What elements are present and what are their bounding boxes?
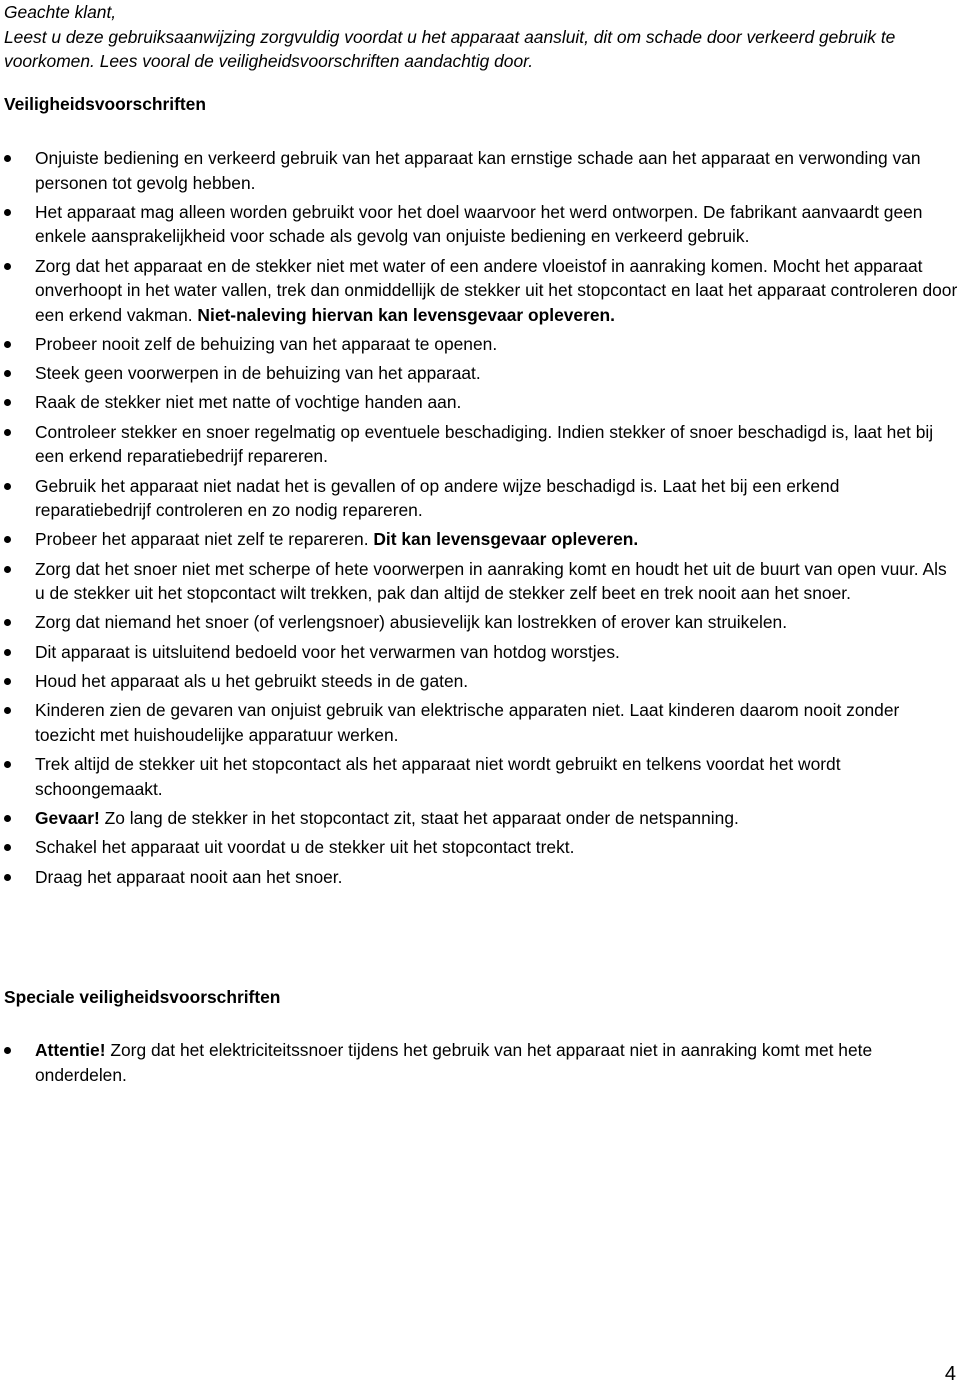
list-item xyxy=(0,610,960,635)
page-number: 4 xyxy=(944,1363,956,1385)
bullet-icon xyxy=(4,619,11,626)
intro xyxy=(4,0,954,74)
bullet-icon xyxy=(4,678,11,685)
list-item xyxy=(0,835,960,860)
item-text: Steek geen voorwerpen in de behuizing van het apparaat. xyxy=(35,363,481,384)
item-emphasis: Gevaar! xyxy=(35,807,100,828)
bullet-icon xyxy=(4,536,11,543)
list-item xyxy=(0,254,960,328)
bullet-icon xyxy=(4,761,11,768)
bullet-icon xyxy=(4,341,11,348)
item-text: Raak de stekker niet met natte of vochtige handen aan. xyxy=(35,392,462,413)
item-emphasis: Attentie! xyxy=(35,1040,106,1060)
list-item xyxy=(0,332,960,357)
greeting: Geachte klant, xyxy=(4,2,117,22)
list-item xyxy=(0,698,960,747)
section-heading-veiligheidsvoorschriften: Veiligheidsvoorschriften xyxy=(4,94,206,114)
special-safety-list xyxy=(0,1038,960,1092)
intro-text: Leest u deze gebruiksaanwijzing zorgvuldig voordat u het apparaat aansluit, dit om schade door verkeerd gebruik te voorkomen. Lees vooral de veiligheidsvoorschriften aandachtig door. xyxy=(4,26,896,71)
item-text: Het apparaat mag alleen worden gebruikt voor het doel waarvoor het werd ontworpen. De fabrikant aanvaardt geen enkele aansprakelijkheid voor schade als gevolg van onjuiste bediening en verkeerd gebruik. xyxy=(35,201,923,247)
bullet-icon xyxy=(4,155,11,162)
list-item xyxy=(0,557,960,606)
item-emphasis: Niet-naleving hiervan kan levensgevaar opleveren. xyxy=(197,304,615,325)
bullet-icon xyxy=(4,399,11,406)
list-item xyxy=(0,146,960,195)
list-item xyxy=(0,361,960,386)
bullet-icon xyxy=(4,844,11,851)
section-heading-speciale-veiligheidsvoorschriften: Speciale veiligheidsvoorschriften xyxy=(4,987,281,1007)
item-text: Probeer het apparaat niet zelf te repareren. xyxy=(35,529,374,550)
bullet-icon xyxy=(4,429,11,436)
bullet-icon xyxy=(4,209,11,216)
item-text: Zorg dat het snoer niet met scherpe of hete voorwerpen in aanraking komt en houdt het uit de buurt van open vuur. Als u de stekker uit het stopcontact wilt trekken, pak dan altijd de stekker zelf beet en trek nooit aan het snoer. xyxy=(35,558,947,604)
item-text: Zorg dat niemand het snoer (of verlengsnoer) abusievelijk kan lostrekken of erover kan struikelen. xyxy=(35,612,788,633)
item-text: Draag het apparaat nooit aan het snoer. xyxy=(35,866,343,887)
list-item xyxy=(0,390,960,415)
item-text: Controleer stekker en snoer regelmatig op eventuele beschadiging. Indien stekker of snoer beschadigd is, laat het bij een erkend reparatiebedrijf repareren. xyxy=(35,421,934,467)
list-item xyxy=(0,200,960,249)
list-item xyxy=(0,1038,960,1087)
item-text: Kinderen zien de gevaren van onjuist gebruik van elektrische apparaten niet. Laat kinderen daarom nooit zonder toezicht met huishoudelijke apparatuur werken. xyxy=(35,700,900,745)
safety-list xyxy=(0,146,960,894)
bullet-icon xyxy=(4,1047,11,1054)
bullet-icon xyxy=(4,370,11,377)
item-text: Trek altijd de stekker uit het stopcontact als het apparaat niet wordt gebruikt en telkens voordat het wordt schoongemaakt. xyxy=(35,754,841,799)
item-text: Schakel het apparaat uit voordat u de stekker uit het stopcontact trekt. xyxy=(35,837,575,858)
bullet-icon xyxy=(4,707,11,714)
bullet-icon xyxy=(4,815,11,822)
list-item xyxy=(0,669,960,694)
bullet-icon xyxy=(4,649,11,656)
item-text: Gebruik het apparaat niet nadat het is gevallen of op andere wijze beschadigd is. Laat het bij een erkend reparatiebedrijf controleren en zo nodig repareren. xyxy=(35,475,840,521)
list-item xyxy=(0,865,960,890)
list-item xyxy=(0,420,960,469)
bullet-icon xyxy=(4,566,11,573)
item-text: Probeer nooit zelf de behuizing van het apparaat te openen. xyxy=(35,333,498,354)
item-emphasis: Dit kan levensgevaar opleveren. xyxy=(373,529,639,550)
bullet-icon xyxy=(4,263,11,270)
list-item xyxy=(0,527,960,552)
list-item xyxy=(0,806,960,831)
bullet-icon xyxy=(4,483,11,490)
list-item xyxy=(0,752,960,801)
item-text: Houd het apparaat als u het gebruikt steeds in de gaten. xyxy=(35,671,469,692)
bullet-icon xyxy=(4,874,11,881)
list-item xyxy=(0,474,960,523)
item-text: Zorg dat het apparaat en de stekker niet met water of een andere vloeistof in aanraking komen. Mocht het apparaat onverhoopt in het water vallen, trek dan onmiddellijk de stekker uit het stopcontact en laat het apparaat controleren door een erkend vakman. xyxy=(35,255,958,325)
item-text: Onjuiste bediening en verkeerd gebruik van het apparaat kan ernstige schade aan het apparaat en verwonding van personen tot gevolg hebben. xyxy=(35,148,921,193)
item-text: Zo lang de stekker in het stopcontact zit, staat het apparaat onder de netspanning. xyxy=(99,807,739,828)
item-text: Zorg dat het elektriciteitssnoer tijdens het gebruik van het apparaat niet in aanraking komt met hete onderdelen. xyxy=(35,1040,873,1085)
list-item xyxy=(0,640,960,665)
item-text: Dit apparaat is uitsluitend bedoeld voor het verwarmen van hotdog worstjes. xyxy=(35,641,620,662)
